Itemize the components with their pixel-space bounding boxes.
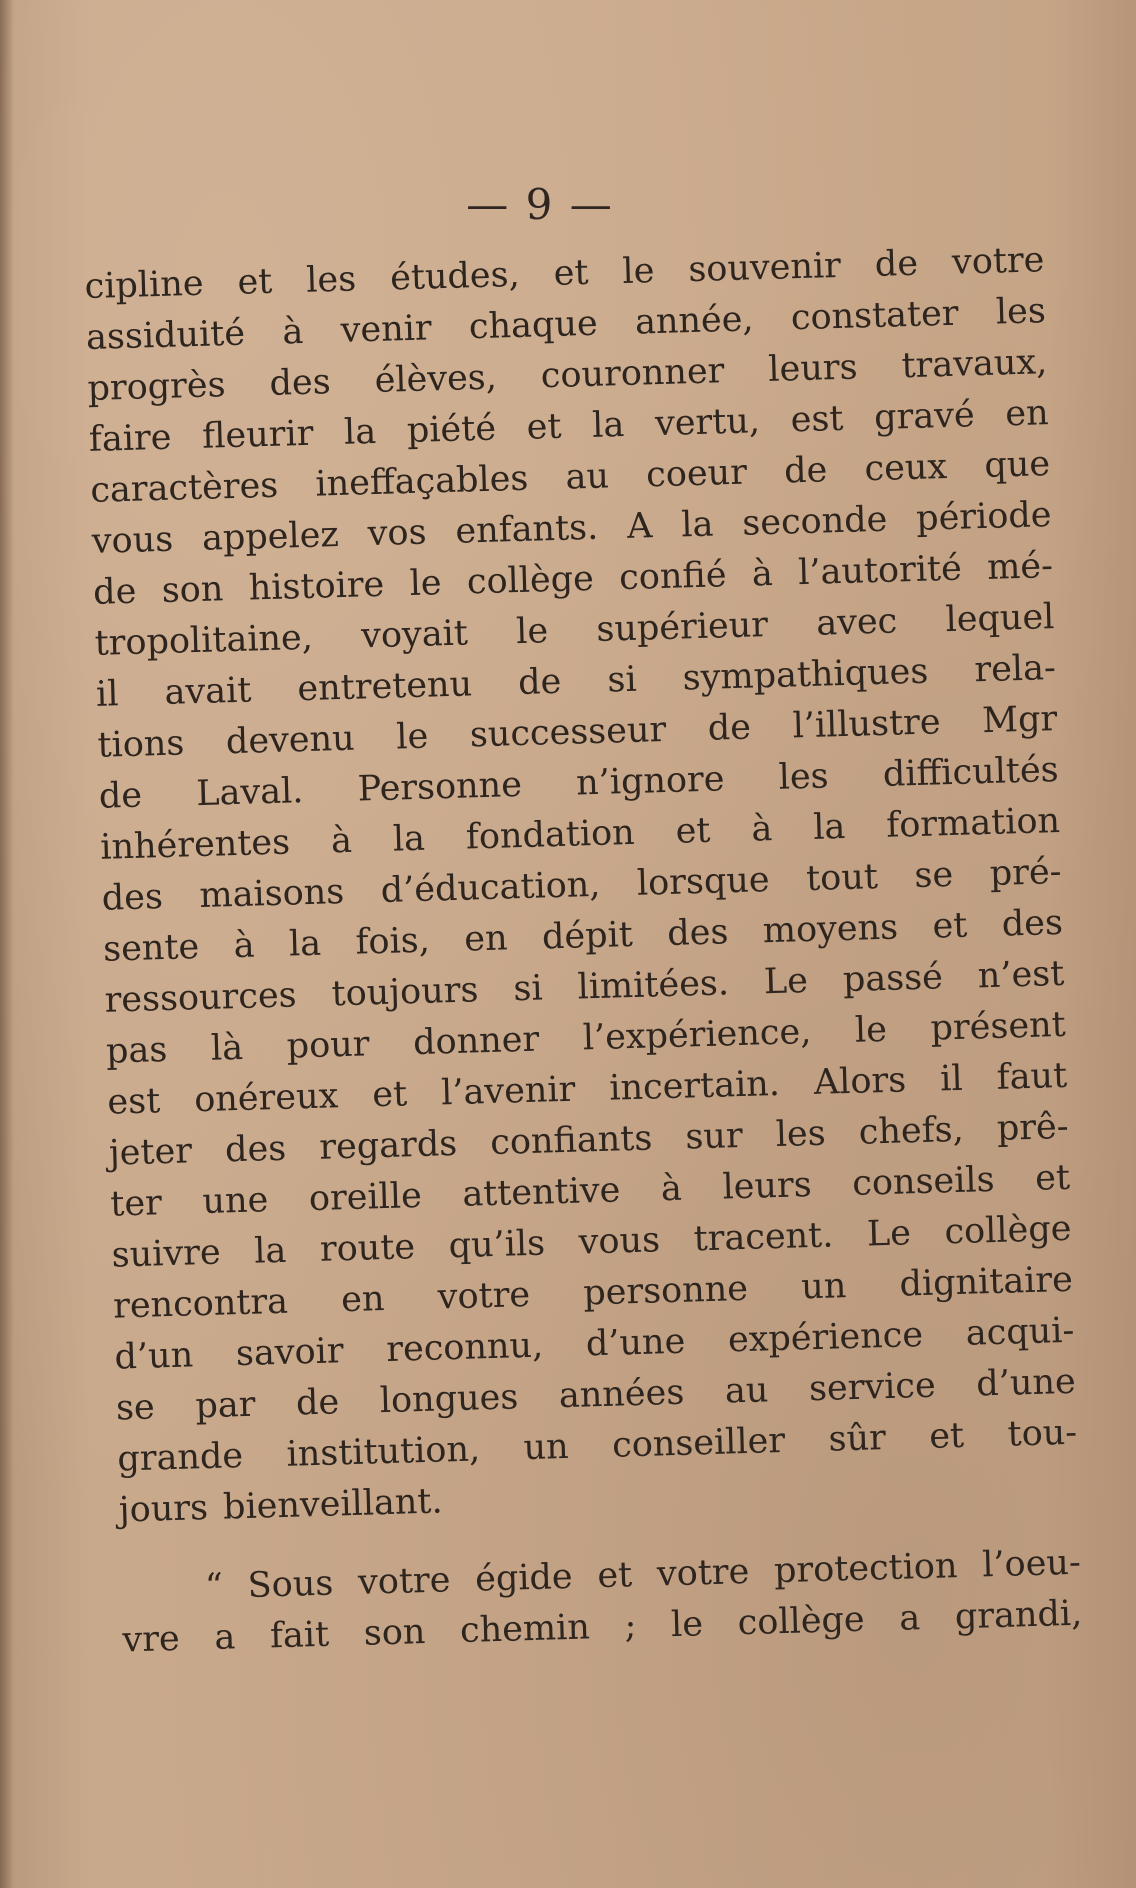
text-line: vous appelez vos enfants. A la seconde période xyxy=(91,495,1053,562)
paragraph-1 xyxy=(84,235,1079,1536)
text-line: progrès des élèves, couronner leurs travaux, xyxy=(86,342,1048,409)
text-line: cipline et les études, et le souvenir de votre xyxy=(84,240,1045,307)
page-binding-shadow xyxy=(0,0,14,1888)
text-line: grande institution, un conseiller sûr et tou- xyxy=(116,1412,1078,1480)
text-line: sente à la fois, en dépit des moyens et des xyxy=(102,902,1064,970)
text-line: vre a fait son chemin ; le collège a grandi, xyxy=(121,1593,1083,1661)
text-line: assiduité à venir chaque année, constater les xyxy=(85,291,1047,358)
text-line: des maisons d’éducation, lorsque tout se pré- xyxy=(101,851,1062,919)
text-line: de Laval. Personne n’ignore les difficultés xyxy=(98,749,1060,817)
text-line: il avait entretenu de si sympathiques rela- xyxy=(95,648,1057,715)
text-line: jeter des regards confiants sur les chefs, prê- xyxy=(108,1106,1070,1174)
text-line: caractères ineffaçables au coeur de ceux que xyxy=(89,444,1051,511)
text-line: jours bienveillant. xyxy=(118,1481,444,1531)
text-line: d’un savoir reconnu, d’une expérience acqui- xyxy=(114,1310,1075,1378)
text-line: “ Sous votre égide et votre protection l’oeu- xyxy=(204,1542,1082,1608)
page-number: — 9 — xyxy=(466,180,614,229)
text-line: inhérentes à la fondation et à la formation xyxy=(99,800,1061,868)
text-line: faire fleurir la piété et la vertu, est gravé en xyxy=(88,393,1050,460)
text-line: suivre la route qu’ils vous tracent. Le collège xyxy=(111,1208,1072,1276)
text-line: de son histoire le collège confié à l’autorité mé- xyxy=(92,546,1054,613)
text-line: est onéreux et l’avenir incertain. Alors il faut xyxy=(106,1055,1068,1123)
text-line: tropolitaine, voyait le supérieur avec lequel xyxy=(94,597,1055,664)
body-text xyxy=(84,235,1083,1666)
text-line: tions devenu le successeur de l’illustre Mgr xyxy=(96,699,1058,766)
text-line: ter une oreille attentive à leurs conseils et xyxy=(109,1157,1071,1225)
text-line: rencontra en votre personne un dignitaire xyxy=(112,1259,1074,1327)
text-line: pas là pour donner l’expérience, le présent xyxy=(105,1004,1067,1072)
text-line: ressources toujours si limitées. Le passé n’est xyxy=(104,953,1065,1021)
text-line: se par de longues années au service d’une xyxy=(115,1361,1077,1429)
